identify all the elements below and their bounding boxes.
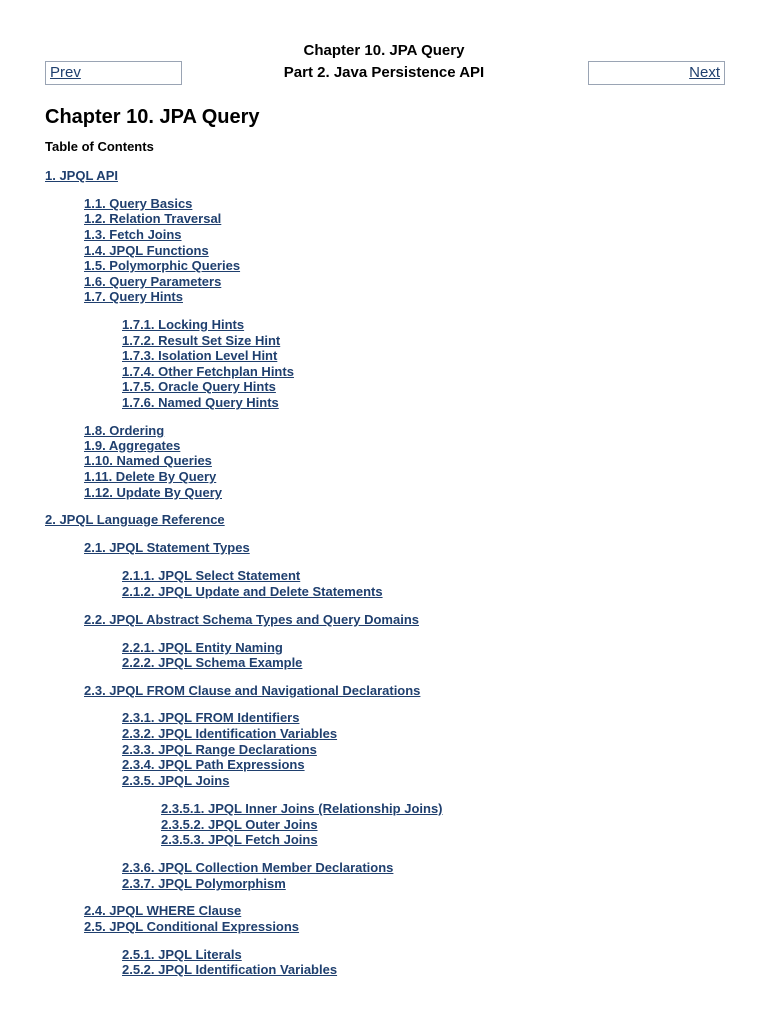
toc-link[interactable]: 1.7.4. Other Fetchplan Hints [122, 364, 294, 379]
toc-link[interactable]: 2.3.5.3. JPQL Fetch Joins [161, 832, 318, 847]
toc-link[interactable]: 1.4. JPQL Functions [84, 243, 209, 258]
toc-link[interactable]: 2.3.7. JPQL Polymorphism [122, 876, 286, 891]
toc-link[interactable]: 2.2.2. JPQL Schema Example [122, 655, 303, 670]
toc-link[interactable]: 2.1.1. JPQL Select Statement [122, 568, 301, 583]
toc-link[interactable]: 1.7.3. Isolation Level Hint [122, 348, 278, 363]
toc-link[interactable]: 2.3.5.2. JPQL Outer Joins [161, 817, 318, 832]
toc-link[interactable]: 1.6. Query Parameters [84, 274, 222, 289]
toc-link[interactable]: 2.2. JPQL Abstract Schema Types and Query Domains [84, 612, 419, 627]
prev-link[interactable]: Prev [50, 64, 81, 81]
toc-link[interactable]: 2.4. JPQL WHERE Clause [84, 903, 242, 918]
toc-link[interactable]: 2.3.3. JPQL Range Declarations [122, 742, 317, 757]
toc-link[interactable]: 2.1. JPQL Statement Types [84, 540, 250, 555]
toc-link[interactable]: 2.5.2. JPQL Identification Variables [122, 962, 338, 977]
toc-link[interactable]: 1.12. Update By Query [84, 485, 222, 500]
next-link[interactable]: Next [689, 64, 720, 81]
toc-heading: Table of Contents [45, 139, 154, 154]
toc-link[interactable]: 2.5.1. JPQL Literals [122, 947, 242, 962]
toc-link[interactable]: 2.5. JPQL Conditional Expressions [84, 919, 300, 934]
toc-link[interactable]: 1.9. Aggregates [84, 438, 181, 453]
toc-link[interactable]: 2. JPQL Language Reference [45, 512, 225, 527]
toc-link[interactable]: 2.3.1. JPQL FROM Identifiers [122, 710, 300, 725]
toc-link[interactable]: 1.11. Delete By Query [84, 469, 217, 484]
toc-link[interactable]: 1.2. Relation Traversal [84, 211, 222, 226]
toc-link[interactable]: 2.3.4. JPQL Path Expressions [122, 757, 305, 772]
toc-link[interactable]: 1.8. Ordering [84, 423, 165, 438]
toc-link[interactable]: 1.7.5. Oracle Query Hints [122, 379, 276, 394]
header-chapter-title: Chapter 10. JPA Query [303, 42, 465, 59]
toc-link[interactable]: 1.7. Query Hints [84, 289, 183, 304]
toc-link[interactable]: 2.3. JPQL FROM Clause and Navigational Declarations [84, 683, 421, 698]
toc-link[interactable]: 1.1. Query Basics [84, 196, 193, 211]
toc-link[interactable]: 1. JPQL API [45, 168, 118, 183]
toc-link[interactable]: 1.3. Fetch Joins [84, 227, 182, 242]
toc-link[interactable]: 2.2.1. JPQL Entity Naming [122, 640, 283, 655]
page-title: Chapter 10. JPA Query [45, 106, 260, 128]
toc-link[interactable]: 1.7.6. Named Query Hints [122, 395, 279, 410]
toc-link[interactable]: 2.3.6. JPQL Collection Member Declarations [122, 860, 394, 875]
toc-link[interactable]: 2.1.2. JPQL Update and Delete Statements [122, 584, 383, 599]
toc-link[interactable]: 1.5. Polymorphic Queries [84, 258, 241, 273]
header-part-title: Part 2. Java Persistence API [283, 64, 485, 81]
toc-link[interactable]: 1.10. Named Queries [84, 453, 212, 468]
toc-link[interactable]: 1.7.2. Result Set Size Hint [122, 333, 281, 348]
toc-link[interactable]: 2.3.2. JPQL Identification Variables [122, 726, 338, 741]
toc-link[interactable]: 2.3.5. JPQL Joins [122, 773, 230, 788]
toc-link[interactable]: 2.3.5.1. JPQL Inner Joins (Relationship Joins) [161, 801, 443, 816]
toc-link[interactable]: 1.7.1. Locking Hints [122, 317, 245, 332]
